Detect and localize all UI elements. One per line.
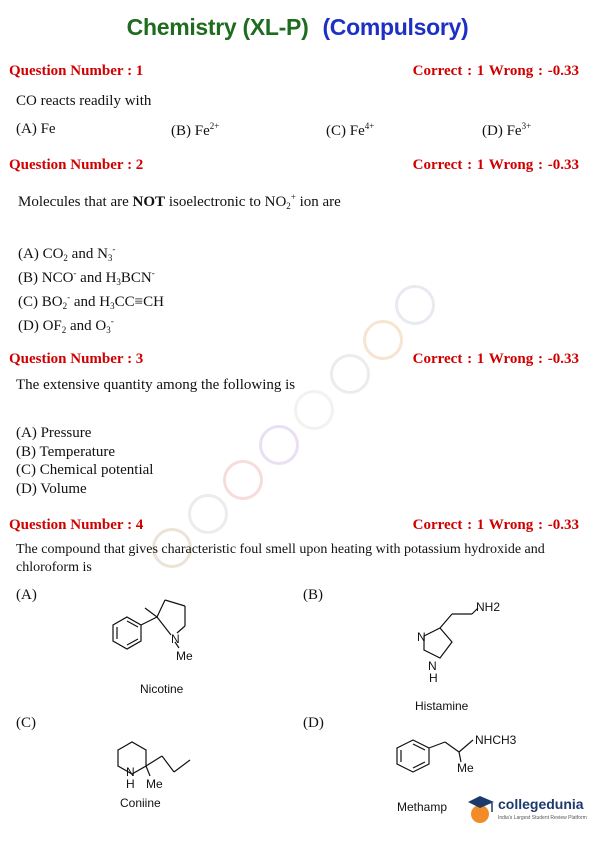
option-d: (D) $Fe^{3+}$ — [482, 121, 532, 139]
svg-text:N: N — [171, 632, 180, 646]
histamine-structure — [412, 598, 512, 688]
methamphetamine-structure — [395, 730, 525, 790]
question-4-header — [9, 517, 579, 537]
histamine-label: Histamine — [415, 699, 469, 713]
question-2-header — [9, 157, 579, 177]
question-marks: Correct : 1 Wrong : -0.33 — [412, 63, 579, 79]
question-1-text: CO reacts readily with — [16, 93, 152, 109]
question-2-text: Molecules that are NOT isoelectronic to $NO_2^+$ ion are — [18, 192, 341, 211]
svg-text:NH2: NH2 — [476, 600, 501, 614]
svg-text:N: N — [417, 630, 426, 644]
svg-text:Me: Me — [146, 777, 163, 791]
title-subject: Chemistry (XL-P) — [126, 14, 309, 40]
option-c: (C) $BO_2^-$ and $H_3CC\equiv CH$ — [18, 292, 164, 311]
option-a: (A) Pressure — [16, 425, 92, 441]
page-title — [0, 14, 595, 41]
svg-text:Me: Me — [176, 649, 193, 663]
option-d: (D) $OF_2$ and $O_3^-$ — [18, 316, 114, 335]
option-b: (B) Temperature — [16, 444, 116, 460]
option-a: (A) $CO_2$ and $N_3^-$ — [18, 244, 116, 263]
question-number: Question Number : 2 — [9, 157, 144, 173]
question-4-text-line2: chloroform is — [16, 560, 92, 575]
coniine-label: Coniine — [120, 796, 161, 810]
question-number: Question Number : 1 — [9, 63, 144, 79]
title-tag: (Compulsory) — [322, 14, 469, 40]
option-c: (C) $Fe^{4+}$ — [326, 121, 375, 139]
question-marks: Correct : 1 Wrong : -0.33 — [412, 351, 579, 367]
watermark-seal — [223, 460, 263, 500]
collegedunia-logo — [466, 790, 591, 830]
watermark-seal — [259, 425, 299, 465]
svg-text:N: N — [126, 765, 135, 779]
svg-text:H: H — [126, 777, 135, 791]
question-3-header — [9, 351, 579, 371]
option-a: (A) Fe — [16, 121, 56, 137]
question-3-text: The extensive quantity among the following is — [16, 377, 296, 393]
svg-text:NHCH3: NHCH3 — [475, 733, 517, 747]
svg-text:Me: Me — [457, 761, 474, 775]
question-marks: Correct : 1 Wrong : -0.33 — [412, 157, 579, 173]
svg-text:H: H — [429, 671, 438, 685]
option-b: (B) NCO- and $H_3BCN^-$ — [18, 268, 155, 287]
coniine-structure — [108, 732, 208, 792]
logo-name: collegedunia — [498, 796, 584, 812]
option-d: (D) Volume — [16, 481, 87, 497]
option-d-letter: (D) — [303, 715, 324, 731]
methamphetamine-label: Methamp — [397, 800, 448, 814]
question-number: Question Number : 4 — [9, 517, 144, 533]
option-a-letter: (A) — [16, 587, 37, 603]
nicotine-structure — [105, 590, 205, 670]
question-number: Question Number : 3 — [9, 351, 144, 367]
watermark-seal — [294, 390, 334, 430]
question-1-options — [16, 121, 576, 141]
watermark-seal — [395, 285, 435, 325]
option-b-letter: (B) — [303, 587, 323, 603]
question-4-text-line1: The compound that gives characteristic foul smell upon heating with potassium hydroxide and — [16, 542, 545, 557]
nicotine-label: Nicotine — [140, 682, 184, 696]
option-b: (B) $Fe^{2+}$ — [171, 121, 220, 139]
option-c-letter: (C) — [16, 715, 36, 731]
question-1-header — [9, 63, 579, 83]
logo-tagline: India's Largest Student Review Platform — [498, 815, 587, 821]
option-c: (C) Chemical potential — [16, 462, 154, 478]
question-marks: Correct : 1 Wrong : -0.33 — [412, 517, 579, 533]
svg-text:N: N — [428, 659, 437, 673]
graduation-cap-icon — [466, 792, 496, 826]
